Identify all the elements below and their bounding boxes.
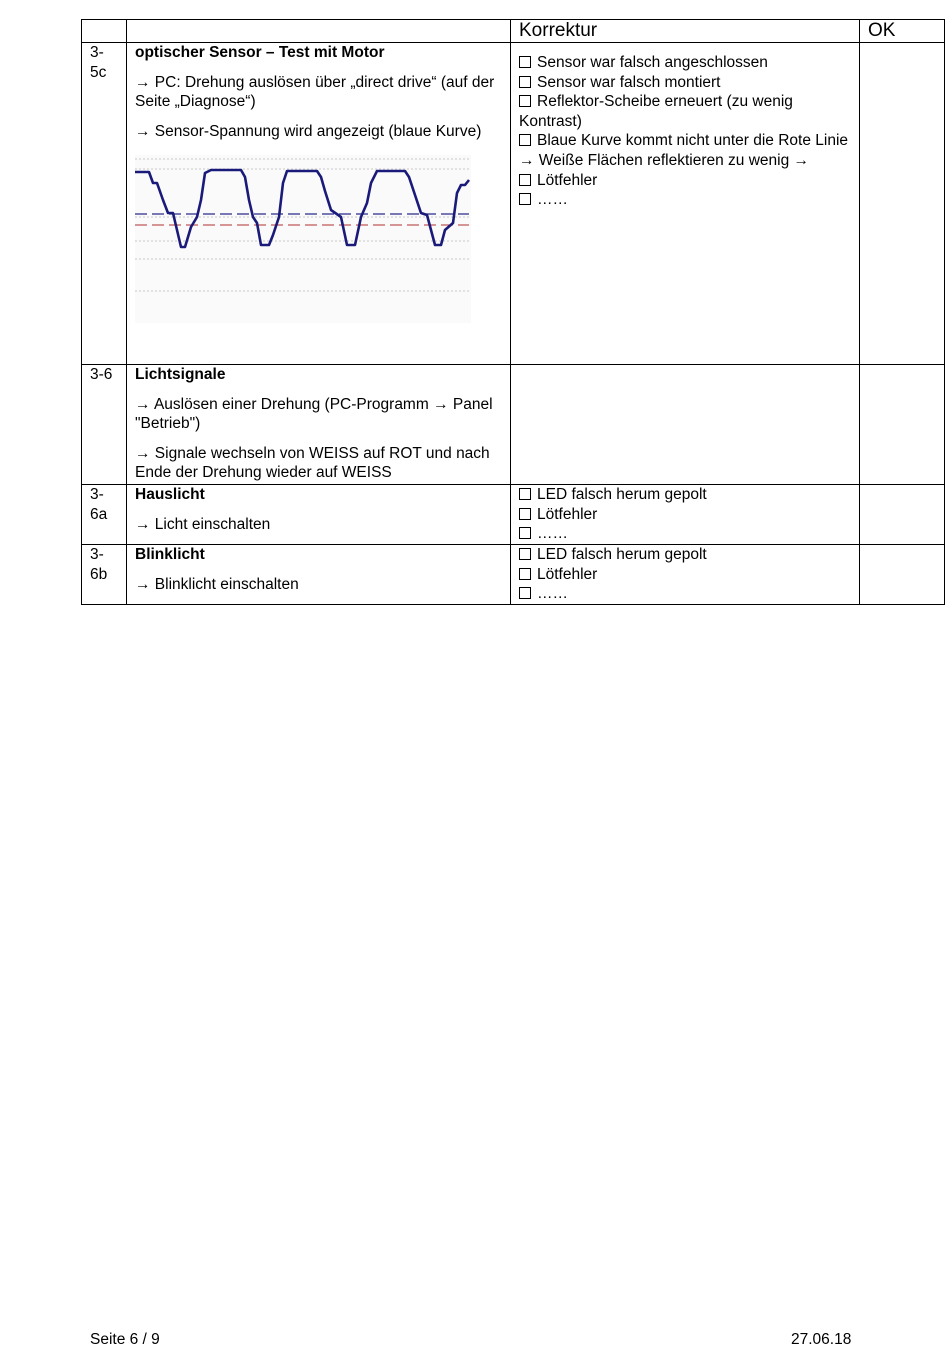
ok-cell[interactable]: [860, 485, 945, 545]
checkbox-item: Lötfehler: [519, 505, 851, 525]
checklist-table: [81, 19, 945, 605]
checkbox-item: Lötfehler: [519, 565, 851, 585]
table-header-row: [82, 20, 945, 43]
row-number: 3- 6b: [82, 545, 127, 605]
checkbox[interactable]: [519, 568, 531, 580]
table-row: [82, 43, 945, 365]
ok-cell[interactable]: [860, 545, 945, 605]
row-title: optischer Sensor – Test mit Motor: [135, 44, 385, 61]
checkbox[interactable]: [519, 174, 531, 186]
checkbox-item: LED falsch herum gepolt: [519, 545, 851, 565]
checkbox-item: Sensor war falsch montiert: [519, 73, 851, 93]
table-row: [82, 365, 945, 485]
checkbox-item: ……: [519, 190, 851, 210]
checkbox[interactable]: [519, 76, 531, 88]
checkbox[interactable]: [519, 527, 531, 539]
step-text: → PC: Drehung auslösen über „direct drive“ (auf der Seite „Diagnose“): [135, 73, 495, 111]
row-number: 3-6: [82, 365, 127, 485]
header-cell-num: [82, 20, 127, 43]
step-text: → Sensor-Spannung wird angezeigt (blaue Kurve): [135, 122, 482, 140]
ok-cell[interactable]: [860, 43, 945, 365]
ok-cell[interactable]: [860, 365, 945, 485]
sensor-voltage-graph: [135, 155, 471, 323]
step-text: → Blinklicht einschalten: [135, 575, 299, 593]
checkbox-item: Blaue Kurve kommt nicht unter die Rote Linie → Weiße Flächen reflektieren zu wenig →: [519, 132, 849, 169]
korrektur-cell: [511, 365, 860, 485]
header-cell-task: [127, 20, 511, 43]
checkbox[interactable]: [519, 508, 531, 520]
checkbox[interactable]: [519, 548, 531, 560]
checkbox-item: Lötfehler: [519, 171, 851, 191]
korrektur-cell: [511, 485, 860, 545]
task-cell: [127, 43, 511, 365]
checkbox-item: ……: [519, 524, 851, 544]
header-ok: OK: [860, 20, 945, 43]
korrektur-cell: [511, 43, 860, 365]
table-row: [82, 485, 945, 545]
checkbox-item: Reflektor-Scheibe erneuert (zu wenig Kontrast): [519, 93, 793, 130]
step-text: → Licht einschalten: [135, 515, 271, 533]
row-title: Blinklicht: [135, 546, 205, 563]
checkbox[interactable]: [519, 488, 531, 500]
task-cell: [127, 485, 511, 545]
checkbox[interactable]: [519, 587, 531, 599]
task-cell: [127, 365, 511, 485]
row-number: 3- 5c: [82, 43, 127, 365]
footer-date: 27.06.18: [791, 1331, 852, 1348]
row-number: 3- 6a: [82, 485, 127, 545]
checkbox[interactable]: [519, 56, 531, 68]
checkbox-item: Sensor war falsch angeschlossen: [519, 53, 851, 73]
checkbox-item: LED falsch herum gepolt: [519, 485, 851, 505]
row-title: Hauslicht: [135, 486, 205, 503]
checkbox[interactable]: [519, 95, 531, 107]
checkbox[interactable]: [519, 193, 531, 205]
checkbox[interactable]: [519, 134, 531, 146]
korrektur-cell: [511, 545, 860, 605]
page-number: Seite 6 / 9: [90, 1331, 160, 1348]
step-text: → Signale wechseln von WEISS auf ROT und nach Ende der Drehung wieder auf WEISS: [135, 444, 490, 482]
row-title: Lichtsignale: [135, 366, 226, 383]
table-row: [82, 545, 945, 605]
step-text: → Auslösen einer Drehung (PC-Programm → Panel "Betrieb"): [135, 395, 493, 433]
header-korrektur: Korrektur: [511, 20, 860, 43]
task-cell: [127, 545, 511, 605]
checkbox-item: ……: [519, 584, 851, 604]
graph-background: [135, 155, 471, 323]
